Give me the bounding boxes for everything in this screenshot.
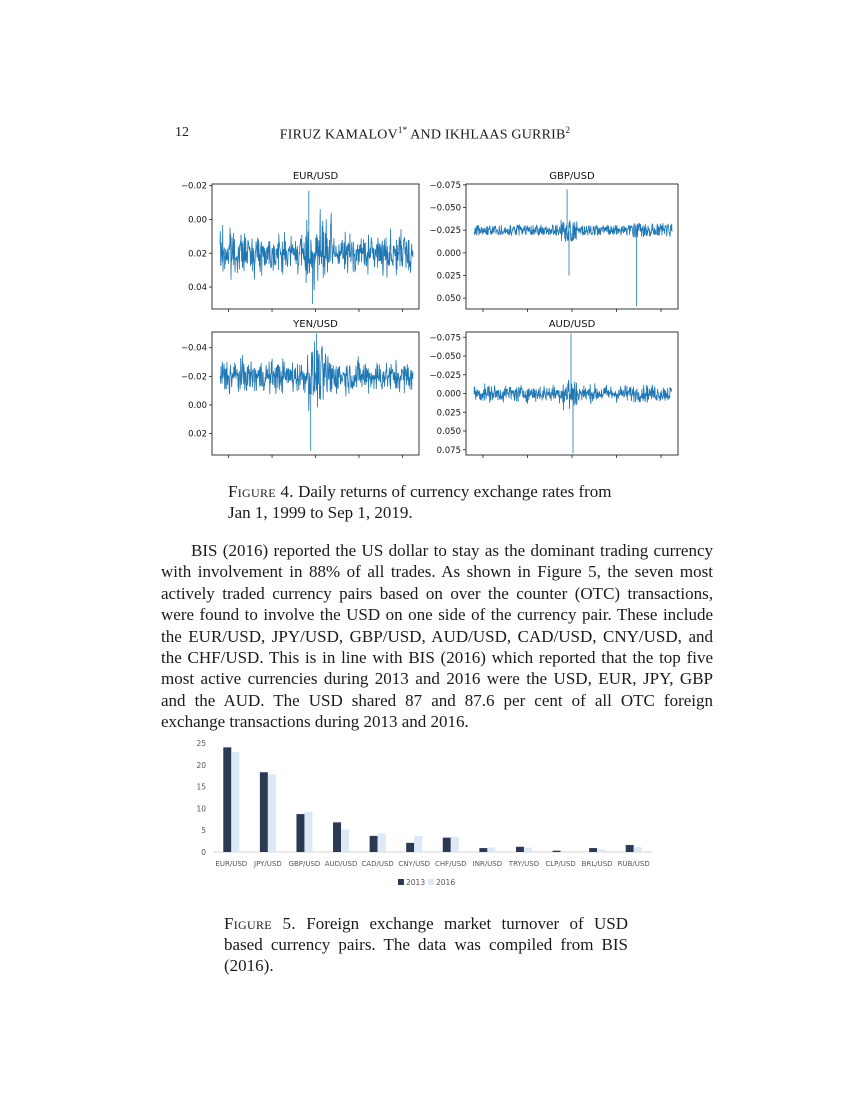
author-connector: AND <box>410 127 442 143</box>
bar-2016-gbp-usd <box>304 812 312 852</box>
figure-5-caption <box>224 913 628 976</box>
legend-label-2016: 2016 <box>436 878 456 887</box>
panel-title: AUD/USD <box>548 319 596 330</box>
category-label: EUR/USD <box>215 860 248 868</box>
category-label: CLP/USD <box>545 860 576 868</box>
author-2-mark: 2 <box>565 125 571 135</box>
author-2: IKHLAAS GURRIB <box>444 127 566 143</box>
category-label: CHF/USD <box>435 860 467 868</box>
y-tick-label: 0.075 <box>436 445 461 456</box>
category-label: GBP/USD <box>288 860 321 868</box>
y-tick-label: −0.025 <box>429 370 461 381</box>
category-label: CNY/USD <box>398 860 431 868</box>
y-tick-label: 0.02 <box>188 429 207 440</box>
y-tick-label: 0.000 <box>436 389 461 400</box>
running-title <box>175 125 675 144</box>
y-tick-label: 0.04 <box>188 283 207 294</box>
y-tick-label: 0.050 <box>436 294 461 305</box>
chart-legend <box>398 878 455 887</box>
bar-2016-clp-usd <box>561 851 569 852</box>
y-tick-label: 5 <box>201 826 206 836</box>
y-tick-label: −0.075 <box>429 333 461 344</box>
y-tick-label: 10 <box>196 804 206 814</box>
author-1-mark: 1* <box>397 125 408 135</box>
y-tick-label: −0.025 <box>429 226 461 237</box>
bar-2013-cad-usd <box>370 836 378 852</box>
bar-2016-chf-usd <box>451 837 459 852</box>
y-tick-label: 0 <box>201 848 206 857</box>
bar-2013-brl-usd <box>589 848 597 852</box>
bar-2013-clp-usd <box>553 851 561 852</box>
bar-2016-try-usd <box>524 848 532 852</box>
y-tick-label: 0.000 <box>436 248 461 259</box>
panel-frame <box>212 332 419 455</box>
page-number: 12 <box>175 125 189 140</box>
y-tick-label: 0.00 <box>188 400 207 411</box>
bar-2016-rub-usd <box>634 847 642 852</box>
y-tick-label: −0.050 <box>429 352 461 362</box>
page-header <box>175 125 675 149</box>
panel-title: EUR/USD <box>292 171 339 182</box>
return-series-line <box>474 189 672 306</box>
figure-5-label: Figure 5. <box>224 914 296 933</box>
y-tick-label: 20 <box>196 760 206 770</box>
figure-5-caption-text: Foreign exchange market turnover of USD based currency pairs. The data was compiled from BIS (2016). <box>224 914 628 975</box>
y-tick-label: −0.02 <box>180 181 207 192</box>
panel-title: GBP/USD <box>549 171 595 182</box>
returns-panel-aud-usd <box>430 319 678 458</box>
returns-panel-gbp-usd <box>430 171 678 312</box>
figure-4-caption <box>228 481 628 523</box>
category-label: INR/USD <box>472 860 503 868</box>
y-tick-label: 0.025 <box>436 408 461 419</box>
bar-2016-brl-usd <box>597 849 605 852</box>
body-text <box>161 540 713 733</box>
y-tick-label: 0.02 <box>188 249 207 260</box>
bar-2013-try-usd <box>516 847 524 852</box>
bar-2016-cad-usd <box>378 833 386 852</box>
body-paragraph: BIS (2016) reported the US dollar to stay as the dominant trading currency with involvement in 88% of all trades. As shown in Figure 5, the seven most actively traded currency pairs based on over the counter (OTC) transactions, were found to involve the USD on one side of the currency pair. These include the EUR/USD, JPY/USD, GBP/USD, AUD/USD, CAD/USD, CNY/USD, and the CHF/USD. This is in line with BIS (2016) which reported that the top five most active currencies during 2013 and 2016 were the USD, EUR, JPY, GBP and the AUD. The USD shared 87 and 87.6 per cent of all OTC foreign exchange transactions during 2013 and 2016. <box>161 541 713 732</box>
y-tick-label: 0.050 <box>436 427 461 437</box>
bar-2013-cny-usd <box>406 843 414 852</box>
bar-2013-aud-usd <box>333 822 341 852</box>
author-1: FIRUZ KAMALOV <box>279 127 398 143</box>
figure-4-returns-grid <box>170 168 690 468</box>
bar-2013-eur-usd <box>223 747 231 852</box>
bar-2013-chf-usd <box>443 838 451 852</box>
return-series-line <box>220 333 413 450</box>
return-series-line <box>474 334 672 454</box>
category-label: AUD/USD <box>324 860 358 868</box>
y-tick-label: 0.00 <box>188 215 207 226</box>
y-tick-label: 15 <box>196 782 206 792</box>
bar-2016-eur-usd <box>231 752 239 852</box>
y-tick-label: −0.050 <box>429 203 461 214</box>
returns-panel-eur-usd <box>181 171 419 312</box>
bar-2013-rub-usd <box>626 845 634 852</box>
return-series-line <box>220 191 413 304</box>
category-label: JPY/USD <box>254 860 282 868</box>
bar-2013-jpy-usd <box>260 772 268 852</box>
category-label: TRY/USD <box>508 860 540 868</box>
y-tick-label: −0.075 <box>429 180 461 191</box>
figure-4-caption-text: Daily returns of currency exchange rates from Jan 1, 1999 to Sep 1, 2019. <box>228 482 612 522</box>
y-tick-label: 25 <box>196 739 206 748</box>
bar-2013-gbp-usd <box>296 814 304 852</box>
bar-2013-inr-usd <box>479 848 487 852</box>
figure-5-turnover-chart <box>190 735 665 895</box>
figure-4-label: Figure 4. <box>228 482 294 501</box>
legend-swatch-2016 <box>428 879 434 885</box>
y-tick-label: −0.04 <box>180 343 207 354</box>
legend-swatch-2013 <box>398 879 404 885</box>
panel-frame <box>466 184 678 309</box>
returns-panel-yen-usd <box>181 319 419 458</box>
category-label: CAD/USD <box>361 860 394 868</box>
bar-2016-cny-usd <box>414 836 422 852</box>
panel-title: YEN/USD <box>293 319 338 330</box>
y-tick-label: −0.02 <box>180 372 207 383</box>
bar-2016-inr-usd <box>487 848 495 852</box>
legend-label-2013: 2013 <box>406 878 426 887</box>
bar-2016-aud-usd <box>341 829 349 852</box>
y-tick-label: 0.025 <box>436 271 461 282</box>
category-label: RUB/USD <box>617 860 650 868</box>
category-label: BRL/USD <box>581 860 613 868</box>
bar-2016-jpy-usd <box>268 774 276 852</box>
